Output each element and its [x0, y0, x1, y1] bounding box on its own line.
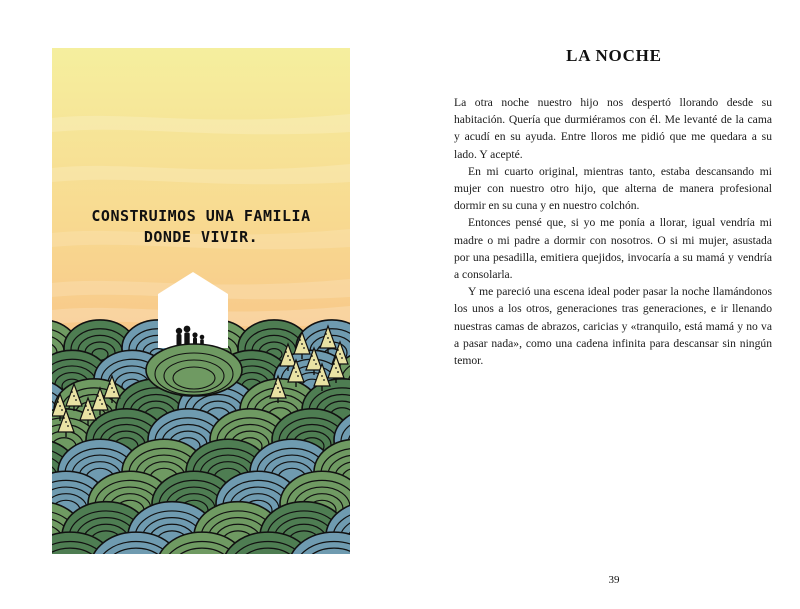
- house-hill-body: [146, 344, 242, 396]
- illustration-art: [52, 48, 350, 554]
- illustration-caption: [52, 206, 350, 248]
- paragraph-1: La otra noche nuestro hijo nos despertó llorando desde su habitación. Quería que durmiéramos con él. Me levanté de la cama y acudí en su ayuda. Entre lloros me pidió que me quedara a su lado. Y acepté.: [454, 96, 772, 161]
- house-hill: [146, 344, 242, 396]
- paragraph-4: Y me pareció una escena ideal poder pasar la noche llamándonos los unos a los otros, generaciones tras generaciones, e ir llenando nuestras camas de abrazos, caricias y «tranquilo, está mamá y no va a pasar nada», como una cadena infinita para descansar sin ningún temor.: [454, 285, 772, 368]
- page-number: 39: [608, 574, 620, 586]
- text-page: [454, 0, 774, 609]
- caption-line-1: CONSTRUIMOS UNA FAMILIA: [91, 207, 311, 225]
- caption-line-2: DONDE VIVIR.: [143, 228, 259, 246]
- illustration: [52, 48, 350, 554]
- chapter-title: LA NOCHE: [566, 46, 662, 65]
- paragraph-2: En mi cuarto original, mientras tanto, estaba descansando mi mujer con nuestro otro hijo, que alterna de manera profesional dormir en su cuna y en nuestro colchón.: [454, 164, 772, 213]
- body-text: [454, 94, 772, 369]
- paragraph-3: Entonces pensé que, si yo me ponía a llorar, igual vendría mi madre o mi padre a dormir con nosotros. O si mi mujer, asustada por una pesadilla, emitiera quejidos, invocaría a su mamá y vendría a consolarla.: [454, 216, 772, 282]
